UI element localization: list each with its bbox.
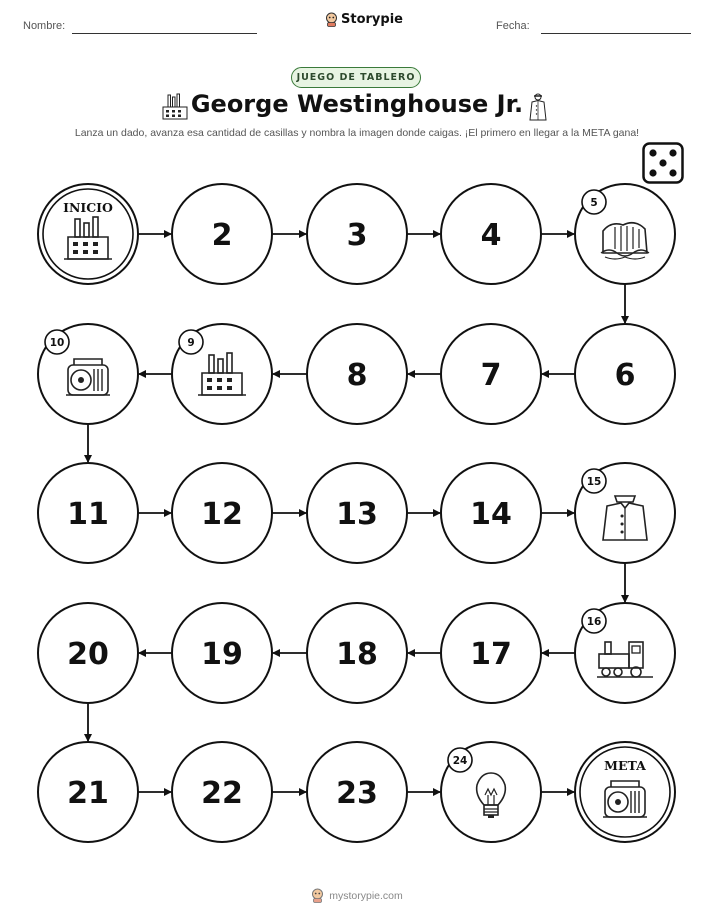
board-space	[172, 324, 272, 424]
space-number-badge: 10	[49, 337, 65, 349]
board-space	[307, 324, 407, 424]
space-number: 21	[67, 776, 109, 811]
board-space	[38, 742, 138, 842]
space-number: 7	[480, 358, 502, 393]
board-space	[441, 742, 541, 842]
board-space	[441, 603, 541, 703]
mascot-icon	[311, 888, 324, 903]
board-space	[575, 184, 675, 284]
brand-name: Storypie	[341, 12, 403, 27]
board-space	[441, 324, 541, 424]
space-number: 2	[211, 218, 233, 253]
board-space	[38, 603, 138, 703]
space-number: 17	[470, 637, 512, 672]
board-space	[575, 463, 675, 563]
board-space	[172, 603, 272, 703]
board-space	[441, 463, 541, 563]
space-number: 12	[201, 497, 243, 532]
space-number: 8	[346, 358, 368, 393]
space-number: 4	[480, 218, 502, 253]
page-title: George Westinghouse Jr.	[190, 90, 524, 118]
date-label: Fecha:	[496, 20, 530, 32]
footer-url: mystorypie.com	[329, 889, 403, 902]
space-number: 13	[336, 497, 378, 532]
space-number: 11	[67, 497, 109, 532]
board-space	[575, 603, 675, 703]
space-number: 14	[470, 497, 512, 532]
board-space	[172, 463, 272, 563]
footer	[0, 888, 714, 903]
space-number-badge: 5	[590, 197, 598, 209]
finish-label: META	[604, 758, 646, 773]
space-number-badge: 15	[586, 476, 602, 488]
board-space	[38, 324, 138, 424]
name-label: Nombre:	[23, 20, 66, 32]
board-space	[307, 184, 407, 284]
space-number-badge: 16	[586, 616, 602, 628]
board-space	[38, 463, 138, 563]
board-space	[172, 742, 272, 842]
board-space	[307, 603, 407, 703]
space-number: 3	[346, 218, 368, 253]
start-label: INICIO	[63, 200, 113, 215]
game-type-badge: JUEGO DE TABLERO	[291, 67, 421, 88]
board-space	[307, 742, 407, 842]
space-number-badge: 24	[452, 755, 468, 767]
space-number: 20	[67, 637, 109, 672]
board-space	[172, 184, 272, 284]
start-space	[38, 184, 138, 284]
space-number: 19	[201, 637, 243, 672]
board-space	[575, 324, 675, 424]
finish-space	[575, 742, 675, 842]
board-space	[441, 184, 541, 284]
space-number: 22	[201, 776, 243, 811]
board-space	[307, 463, 407, 563]
space-number: 6	[614, 358, 636, 393]
instructions: Lanza un dado, avanza esa cantidad de casillas y nombra la imagen donde caigas. ¡El primero en llegar a la META gana!	[74, 127, 640, 139]
space-number-badge: 9	[187, 337, 195, 349]
space-number: 18	[336, 637, 378, 672]
space-number: 23	[336, 776, 378, 811]
